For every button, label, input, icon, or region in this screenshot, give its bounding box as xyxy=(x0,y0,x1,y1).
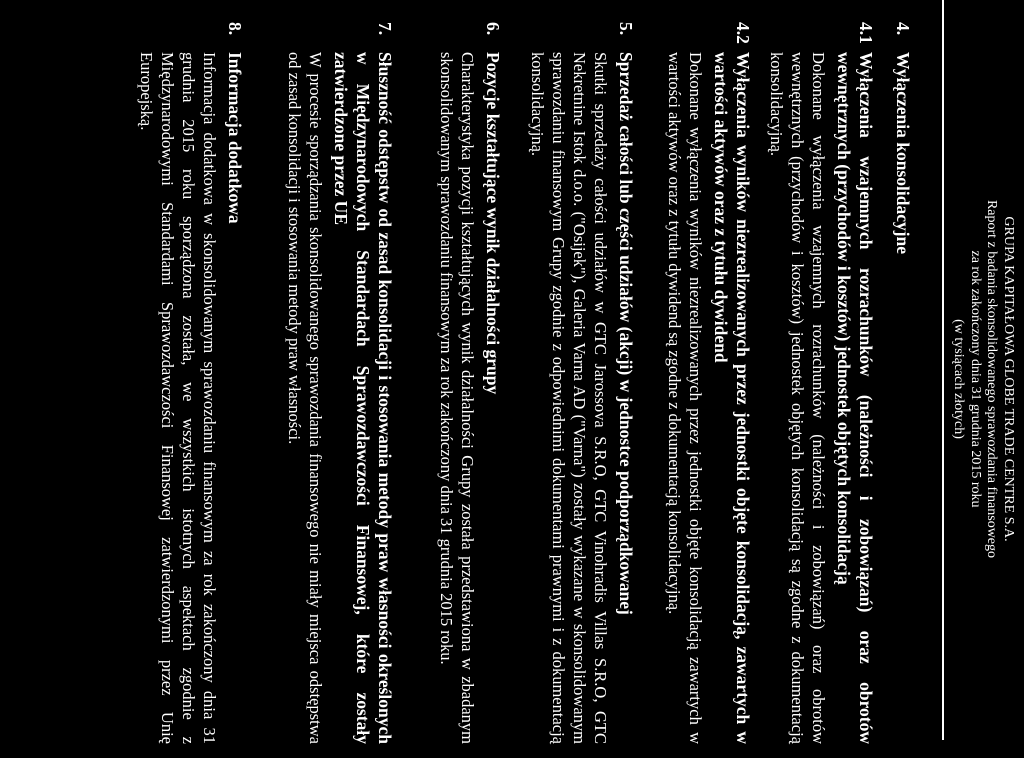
section-number: 8. xyxy=(225,22,245,36)
section-number: 4.1 xyxy=(856,22,876,44)
section-title: Słuszność odstępstw od zasad konsolidacji i stosowania metody praw własności określonych w Międzynarodowych Standardach Sprawozdawczości Finansowej, które zostały zatwierdzone przez UE xyxy=(331,52,395,744)
section-body: Charakterystyka pozycji kształtujących wynik działalności Grupy została przedstawiona w zbadanym skonsolidowanym sprawozdaniu finansowym za rok zakończony dnia 31 grudnia 2015 roku. xyxy=(437,52,477,744)
section-title: Wyłączenia wzajemnych rozrachunków (należności i zobowiązań) oraz obrotów wewnętrznych (przychodów i kosztów) jednostek objętych konsolidacją xyxy=(834,52,876,744)
section-title: Informacja dodatkowa xyxy=(225,52,245,224)
section-4-1 xyxy=(766,22,877,744)
section-heading xyxy=(330,22,396,744)
section-heading xyxy=(482,22,504,744)
section-6 xyxy=(436,22,504,744)
section-number: 5. xyxy=(616,22,636,36)
section-number: 7. xyxy=(375,22,395,36)
section-title: Wyłączenia wyników niezrealizowanych przez jednostki objęte konsolidacją, zawartych w wartości aktywów oraz z tytułu dywidend xyxy=(711,52,753,744)
header-report-title: Raport z badania skonsolidowanego sprawozdania finansowego xyxy=(984,199,1000,559)
section-heading xyxy=(710,22,754,744)
section-body: W procesie sporządzania skonsolidowanego sprawozdania finansowego nie miały miejsca odstępstwa od zasad konsolidacji i stosowania metody praw własności. xyxy=(285,52,325,744)
section-4 xyxy=(892,22,914,744)
section-title: Pozycje kształtujące wynik działalności grupy xyxy=(483,52,503,395)
section-4-2 xyxy=(664,22,754,744)
section-body: Dokonane wyłączenia wyników niezrealizowanych przez jednostki objęte konsolidacją zawartych w wartości aktywów oraz z tytułu dywidend są zgodne z dokumentacją konsolidacyjną. xyxy=(665,52,705,744)
section-heading xyxy=(615,22,637,744)
section-number: 6. xyxy=(483,22,503,36)
header-company: GRUPA KAPITAŁOWA GLOBE TRADE CENTRE S.A. xyxy=(1001,216,1016,542)
section-heading xyxy=(892,22,914,744)
section-body: Skutki sprzedaży całości udziałów w GTC Jarossova S.R.O, GTC Vinohradis Villas S.R.O, GTC Nekretnine Istok d.o.o. ("Osijek"), Galeria Varna AD ("Varna") zostały wykazane w skonsolidowanym sprawozdaniu finansowym Grupy zgodnie z odpowiednimi dokumentami prawnymi i z dokumentacją konsolidacyjną. xyxy=(528,52,610,744)
header-units: (w tysiącach złotych) xyxy=(951,319,967,439)
section-title: Sprzedaż całości lub części udziałów (akcji) w jednostce podporządkowanej xyxy=(616,52,636,615)
section-number: 4. xyxy=(893,22,913,36)
section-5 xyxy=(527,22,637,744)
header-period: za rok zakończony dnia 31 grudnia 2015 roku xyxy=(968,250,983,508)
section-heading xyxy=(224,22,246,744)
section-body: Dokonane wyłączenia wzajemnych rozrachunków (należności i zobowiązań) oraz obrotów wewnętrznych (przychodów i kosztów) jednostek objętych konsolidacją są zgodne z dokumentacją konsolidacyjną. xyxy=(767,52,828,744)
header-rule xyxy=(942,0,944,740)
section-number: 4.2 xyxy=(733,22,753,44)
section-8 xyxy=(136,22,246,744)
section-7 xyxy=(284,22,396,744)
section-body: Informacja dodatkowa w skonsolidowanym sprawozdaniu finansowym za rok zakończony dnia 31 grudnia 2015 roku sporządzona została, we wszystkich istotnych aspektach zgodnie z Międzynarodowymi Standardami Sprawozdawczości Finansowej zatwierdzonymi przez Unię Europejską. xyxy=(137,52,219,744)
section-title: Wyłączenia konsolidacyjne xyxy=(893,52,913,255)
report-header xyxy=(944,0,1024,758)
section-heading xyxy=(833,22,877,744)
